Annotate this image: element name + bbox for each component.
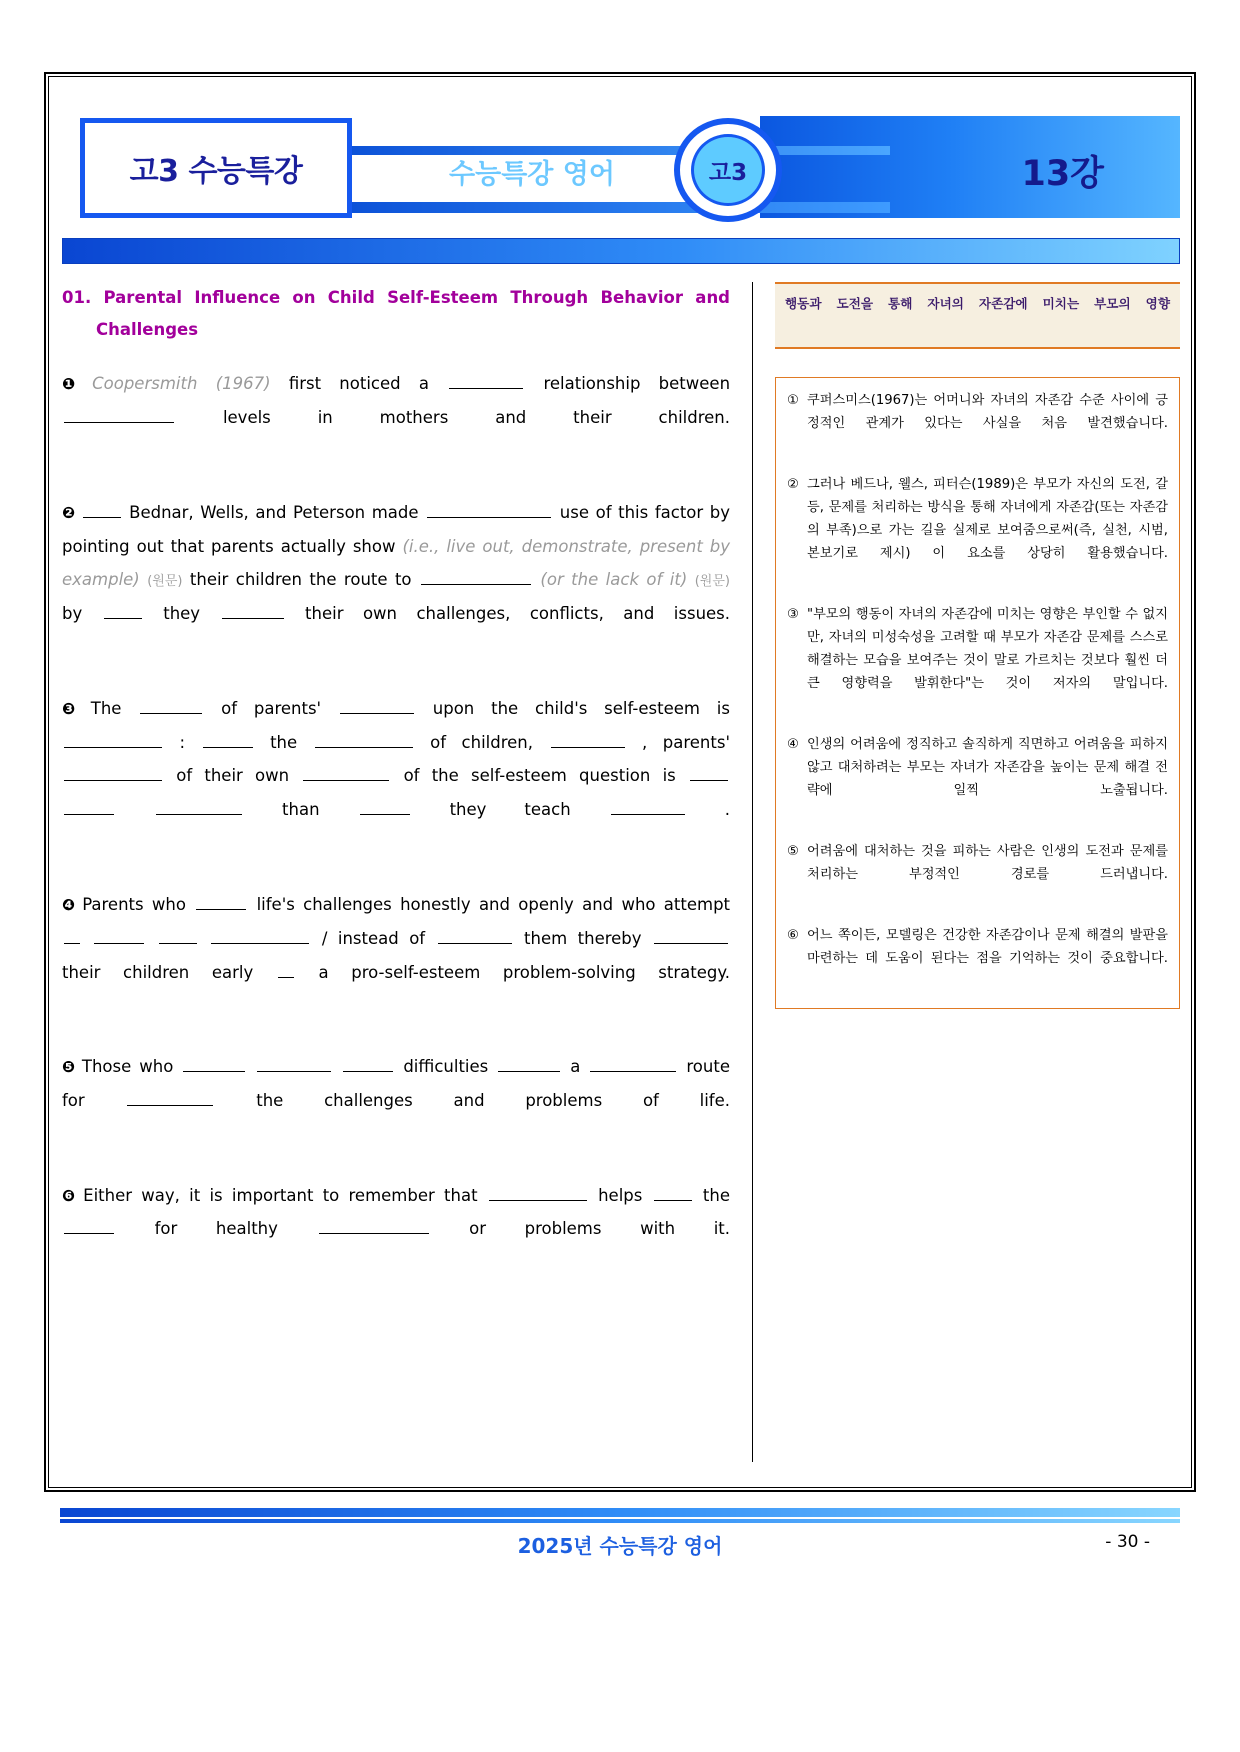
sentence-bullet-icon: ❸ [62,699,86,718]
sentence-hint-text: (원문) [147,574,183,590]
answer-blank[interactable] [319,1217,429,1234]
answer-blank[interactable] [83,500,121,517]
answer-blank[interactable] [315,730,413,747]
translation-column [775,282,1180,1462]
answer-blank[interactable] [222,602,284,619]
sentence-bullet-icon: ❷ [62,503,76,522]
header-subject-label: 수능특강 영어 [449,159,615,190]
sentence-text: . [724,800,730,820]
answer-blank[interactable] [449,372,523,389]
question-title: 01. Parental Influence on Child Self-Esteem Through Behavior and Challenges [62,288,730,339]
translation-item-text: 그러나 베드나, 웰스, 피터슨(1989)은 부모가 자신의 도전, 갈등, 문제를 처리하는 방식을 통해 자녀에게 자존감(또는 자존감의 부족)으로 가는 길을 실제로 보여줌으로써(즉, 실천, 시범, 본보기로 제시) 이 요소를 상당히 활용했습니다. [807,477,1168,562]
answer-blank[interactable] [438,926,512,943]
answer-blank[interactable] [360,798,410,815]
answer-blank[interactable] [551,730,625,747]
translation-item-text: "부모의 행동이 자녀의 자존감에 미치는 영향은 부인할 수 없지만, 자녀의 미성숙성을 고려할 때 부모가 자존감 문제를 스스로 해결하는 모습을 보여주는 것이 말로 가르치는 것보다 훨씬 더 큰 영향력을 발휘한다"는 것이 저자의 말입니다. [807,607,1168,691]
sentence-text: difficulties [403,1057,489,1077]
answer-blank[interactable] [94,926,144,943]
answer-blank[interactable] [64,1217,114,1234]
answer-blank[interactable] [611,798,685,815]
sentence-text: for healthy [154,1219,278,1239]
translation-item-number: ⑥ [787,927,799,943]
question-sentence [62,1050,730,1151]
sentence-text: the challenges and problems of life. [256,1090,731,1110]
sentence-text: Those who [81,1057,174,1077]
answer-blank[interactable] [211,926,309,943]
translation-item-number: ② [787,477,799,493]
answer-blank[interactable] [64,926,80,943]
content-area [62,282,1180,1462]
answer-blank[interactable] [654,1183,692,1200]
sentence-text: their own challenges, conflicts, and issues. [305,604,731,624]
translation-item [787,925,1168,994]
translation-item [787,474,1168,589]
answer-blank[interactable] [140,697,202,714]
answer-blank[interactable] [489,1183,587,1200]
sentence-bullet-icon: ❶ [62,375,88,394]
answer-blank[interactable] [340,697,414,714]
translation-box [775,377,1180,1008]
question-column [62,282,752,1462]
sentence-text: than [282,800,320,820]
question-sentence [62,888,730,1023]
sentence-text: route for [62,1057,730,1110]
question-sentences [62,367,730,1280]
header-brand-label: 고3 수능특강 [129,154,303,189]
answer-blank[interactable] [159,926,197,943]
question-sentence [62,496,730,665]
answer-blank[interactable] [64,798,114,815]
sentence-hint-text: (1967) [215,374,271,394]
answer-blank[interactable] [156,798,242,815]
sentence-bullet-icon: ❺ [62,1058,77,1077]
answer-blank[interactable] [104,602,142,619]
translation-item-text: 인생의 어려움에 정직하고 솔직하게 직면하고 어려움을 피하지 않고 대처하려는 부모는 자녀가 자존감을 높이는 문제 해결 전략에 일찍 노출됩니다. [807,736,1168,798]
header-lesson-label: 13강 [1021,154,1104,194]
sentence-text: of their own [176,766,290,786]
sentence-bullet-icon: ❻ [62,1186,79,1205]
sentence-text: them thereby [524,928,642,948]
answer-blank[interactable] [690,764,728,781]
answer-blank[interactable] [343,1055,393,1072]
sentence-bullet-icon: ❹ [62,895,78,914]
answer-blank[interactable] [257,1055,331,1072]
sentence-text: a pro-self-esteem problem-solving strategy. [318,962,731,982]
footer-title: 2025년 수능특강 영어 [517,1534,723,1558]
sentence-hint-text: (i.e., live out, demonstrate, present by example) [62,536,731,590]
header-grade-badge [674,118,782,222]
page-header [62,110,1180,222]
header-brand-box [80,118,352,218]
translation-item-text: 쿠퍼스미스(1967)는 어머니와 자녀의 자존감 수준 사이에 긍정적인 관계가 있다는 사실을 처음 발견했습니다. [807,393,1168,432]
answer-blank[interactable] [196,893,246,910]
answer-blank[interactable] [64,730,162,747]
sentence-text: their children the route to [189,570,412,590]
answer-blank[interactable] [127,1089,213,1106]
sentence-text: upon the child's self-esteem is [432,698,730,718]
footer-page-number: - 30 - [1105,1532,1150,1552]
sentence-text: The [90,698,122,718]
header-grade-badge-label: 고3 [691,134,765,206]
sentence-text: of the self-esteem question is [403,766,676,786]
question-sentence [62,367,730,468]
translation-item [787,841,1168,910]
translation-item-number: ④ [787,736,799,752]
sentence-text: use of this factor by pointing out that parents actually show [62,502,731,556]
question-sentence [62,1179,730,1280]
sentence-text: they teach [449,800,571,820]
sentence-text: of parents' [221,698,322,718]
sentence-text: : [179,732,186,752]
sentence-text: their children early [62,962,254,982]
footer-rule-bottom [60,1519,1180,1523]
answer-blank[interactable] [203,730,253,747]
sentence-text: Parents who [82,894,186,914]
translation-item-number: ① [787,393,799,409]
translation-item [787,734,1168,826]
sentence-text: or problems with it. [469,1219,730,1239]
answer-blank[interactable] [590,1055,676,1072]
sentence-text: / instead of [321,928,426,948]
answer-blank[interactable] [183,1055,245,1072]
sentence-text: , parents' [642,732,730,752]
sentence-text: of children, [430,732,534,752]
sentence-text: helps [598,1185,643,1205]
translation-item-text: 어느 쪽이든, 모델링은 건강한 자존감이나 문제 해결의 발판을 마련하는 데 도움이 된다는 점을 기억하는 것이 중요합니다. [807,927,1168,966]
answer-blank[interactable] [654,926,728,943]
answer-blank[interactable] [427,500,551,517]
answer-blank[interactable] [278,960,294,977]
answer-blank[interactable] [498,1055,560,1072]
answer-blank[interactable] [64,764,162,781]
sentence-hint-text: Coopersmith [92,374,198,394]
answer-blank[interactable] [303,764,389,781]
sentence-text: life's challenges honestly and openly and who attempt [256,894,731,914]
question-sentence [62,692,730,861]
sentence-text: relationship between [543,374,731,394]
sentence-text: first noticed a [288,374,429,394]
translation-item-number: ⑤ [787,843,799,859]
sentence-hint-text: (or the lack of it) [540,570,688,590]
sentence-hint-text: (원문) [694,574,730,590]
header-bar-bottom [330,202,890,213]
sentence-text: a [570,1057,581,1077]
translation-item-text: 어려움에 대처하는 것을 피하는 사람은 인생의 도전과 문제를 처리하는 부정적인 경로를 드러냅니다. [807,843,1168,882]
answer-blank[interactable] [421,568,531,585]
sentence-text: by [62,604,83,624]
translation-item [787,604,1168,719]
sentence-text: Bednar, Wells, and Peterson made [129,502,419,522]
translation-item [787,390,1168,459]
translation-item-number: ③ [787,607,799,623]
translation-heading: 행동과 도전을 통해 자녀의 자존감에 미치는 부모의 영향 [775,282,1180,349]
answer-blank[interactable] [64,406,174,423]
footer-rule-top [60,1508,1180,1517]
sentence-text: the [702,1185,730,1205]
sentence-text: they [163,604,201,624]
sentence-text: the [270,732,298,752]
column-divider [752,282,753,1462]
sentence-text: Either way, it is important to remember that [83,1185,478,1205]
sentence-text: levels in mothers and their children. [222,408,730,428]
header-divider-bar [62,238,1180,264]
